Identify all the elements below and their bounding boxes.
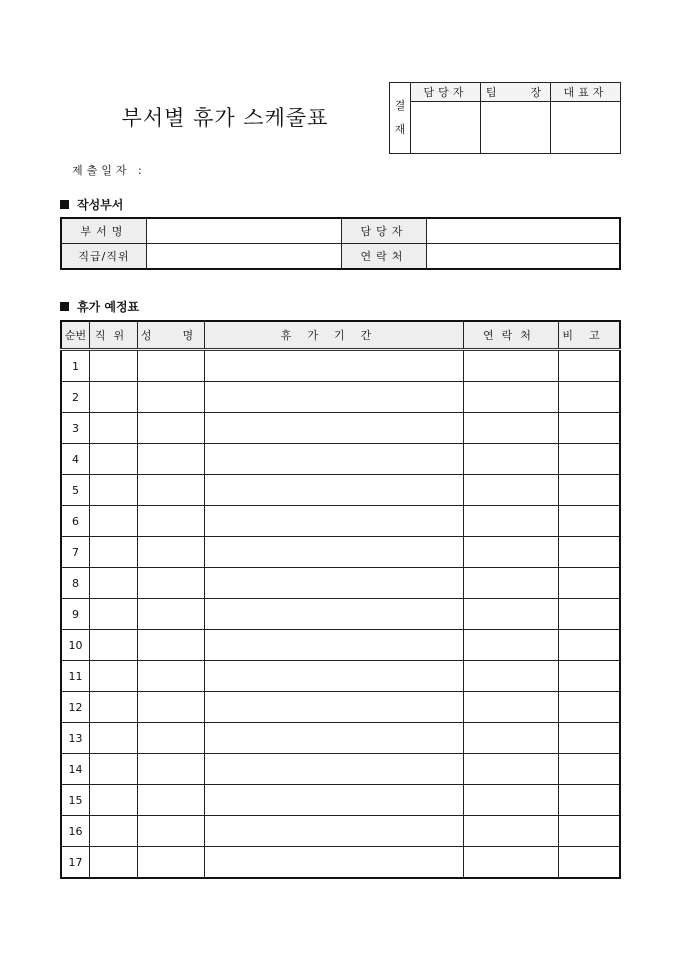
row-name[interactable] — [138, 661, 205, 692]
row-contact[interactable] — [464, 630, 559, 661]
dept-name-label: 부서명 — [61, 218, 147, 244]
table-row — [61, 350, 620, 382]
row-position[interactable] — [90, 568, 138, 599]
row-position[interactable] — [90, 723, 138, 754]
row-number: 15 — [61, 785, 90, 816]
row-position[interactable] — [90, 661, 138, 692]
col-header-number: 순번 — [61, 321, 90, 350]
row-contact[interactable] — [464, 723, 559, 754]
approval-col-manager: 담당자 — [411, 83, 481, 102]
row-number: 5 — [61, 475, 90, 506]
row-contact[interactable] — [464, 382, 559, 413]
row-number: 8 — [61, 568, 90, 599]
row-name[interactable] — [138, 568, 205, 599]
row-period[interactable] — [205, 723, 464, 754]
table-row — [61, 847, 620, 879]
row-name[interactable] — [138, 382, 205, 413]
rank-label: 직급/직위 — [61, 244, 147, 270]
row-number: 12 — [61, 692, 90, 723]
submit-date-label: 제출일자 : — [72, 164, 146, 177]
row-contact[interactable] — [464, 475, 559, 506]
dept-name-field[interactable] — [147, 218, 342, 244]
row-position[interactable] — [90, 475, 138, 506]
row-period[interactable] — [205, 444, 464, 475]
schedule-body — [61, 350, 620, 879]
row-period[interactable] — [205, 382, 464, 413]
row-name[interactable] — [138, 350, 205, 382]
row-note[interactable] — [559, 444, 621, 475]
row-period[interactable] — [205, 350, 464, 382]
row-period[interactable] — [205, 568, 464, 599]
row-period[interactable] — [205, 816, 464, 847]
table-row — [61, 444, 620, 475]
row-number: 17 — [61, 847, 90, 879]
row-note[interactable] — [559, 785, 621, 816]
section-heading-schedule — [60, 298, 139, 315]
row-name[interactable] — [138, 444, 205, 475]
row-contact[interactable] — [464, 350, 559, 382]
row-number: 14 — [61, 754, 90, 785]
row-name[interactable] — [138, 413, 205, 444]
approval-side-label — [390, 83, 411, 154]
row-name[interactable] — [138, 816, 205, 847]
row-name[interactable] — [138, 475, 205, 506]
row-period[interactable] — [205, 475, 464, 506]
row-position[interactable] — [90, 413, 138, 444]
row-note[interactable] — [559, 475, 621, 506]
row-number: 16 — [61, 816, 90, 847]
page-title: 부서별 휴가 스케줄표 — [121, 106, 329, 130]
row-note[interactable] — [559, 661, 621, 692]
row-position[interactable] — [90, 816, 138, 847]
approval-seal-ceo[interactable] — [551, 102, 621, 154]
row-contact[interactable] — [464, 847, 559, 879]
contact-label: 연락처 — [342, 244, 427, 270]
table-row — [61, 382, 620, 413]
approval-seal-manager[interactable] — [411, 102, 481, 154]
square-bullet-icon — [60, 302, 69, 311]
row-period[interactable] — [205, 599, 464, 630]
row-position[interactable] — [90, 444, 138, 475]
row-note[interactable] — [559, 816, 621, 847]
row-name[interactable] — [138, 537, 205, 568]
row-name[interactable] — [138, 847, 205, 879]
row-period[interactable] — [205, 537, 464, 568]
table-row — [61, 413, 620, 444]
row-contact[interactable] — [464, 506, 559, 537]
row-name[interactable] — [138, 599, 205, 630]
row-period[interactable] — [205, 413, 464, 444]
table-row — [61, 630, 620, 661]
row-position[interactable] — [90, 382, 138, 413]
row-note[interactable] — [559, 847, 621, 879]
manager-label: 담당자 — [342, 218, 427, 244]
row-position[interactable] — [90, 350, 138, 382]
row-contact[interactable] — [464, 599, 559, 630]
row-note[interactable] — [559, 413, 621, 444]
dept-info-table — [60, 217, 621, 270]
row-position[interactable] — [90, 847, 138, 879]
row-name[interactable] — [138, 723, 205, 754]
row-name[interactable] — [138, 692, 205, 723]
section-heading-dept-text: 작성부서 — [77, 198, 124, 212]
row-period[interactable] — [205, 661, 464, 692]
table-row — [61, 754, 620, 785]
table-row — [61, 475, 620, 506]
approval-seal-team-lead[interactable] — [481, 102, 551, 154]
row-contact[interactable] — [464, 413, 559, 444]
col-header-note: 비고 — [559, 321, 621, 350]
row-contact[interactable] — [464, 444, 559, 475]
approval-col-team-lead: 팀 장 — [481, 83, 551, 102]
row-note[interactable] — [559, 506, 621, 537]
row-position[interactable] — [90, 537, 138, 568]
table-row — [61, 785, 620, 816]
row-contact[interactable] — [464, 537, 559, 568]
row-contact[interactable] — [464, 568, 559, 599]
row-position[interactable] — [90, 506, 138, 537]
row-period[interactable] — [205, 785, 464, 816]
contact-field[interactable] — [427, 244, 621, 270]
approval-side-top: 결 — [394, 98, 406, 112]
col-header-name: 성 명 — [138, 321, 205, 350]
row-note[interactable] — [559, 382, 621, 413]
row-period[interactable] — [205, 506, 464, 537]
row-period[interactable] — [205, 847, 464, 879]
table-row — [61, 692, 620, 723]
row-name[interactable] — [138, 785, 205, 816]
table-row — [61, 537, 620, 568]
rank-field[interactable] — [147, 244, 342, 270]
row-position[interactable] — [90, 754, 138, 785]
row-contact[interactable] — [464, 661, 559, 692]
col-header-period: 휴가기간 — [205, 321, 464, 350]
row-position[interactable] — [90, 692, 138, 723]
row-number: 4 — [61, 444, 90, 475]
row-note[interactable] — [559, 568, 621, 599]
row-note[interactable] — [559, 599, 621, 630]
manager-field[interactable] — [427, 218, 621, 244]
row-position[interactable] — [90, 599, 138, 630]
table-row — [61, 661, 620, 692]
section-heading-schedule-text: 휴가 예정표 — [77, 300, 140, 314]
row-note[interactable] — [559, 537, 621, 568]
table-row — [61, 506, 620, 537]
row-note[interactable] — [559, 754, 621, 785]
row-note[interactable] — [559, 350, 621, 382]
row-contact[interactable] — [464, 785, 559, 816]
row-number: 9 — [61, 599, 90, 630]
table-row — [61, 599, 620, 630]
section-heading-dept — [60, 196, 123, 213]
row-number: 10 — [61, 630, 90, 661]
row-number: 13 — [61, 723, 90, 754]
row-number: 11 — [61, 661, 90, 692]
row-number: 6 — [61, 506, 90, 537]
row-note[interactable] — [559, 692, 621, 723]
table-row — [61, 816, 620, 847]
row-note[interactable] — [559, 630, 621, 661]
row-contact[interactable] — [464, 816, 559, 847]
vacation-schedule-table — [60, 320, 621, 879]
row-period[interactable] — [205, 754, 464, 785]
col-header-contact: 연락처 — [464, 321, 559, 350]
row-number: 2 — [61, 382, 90, 413]
row-number: 7 — [61, 537, 90, 568]
approval-side-bottom: 재 — [394, 123, 406, 136]
row-name[interactable] — [138, 630, 205, 661]
row-name[interactable] — [138, 754, 205, 785]
row-contact[interactable] — [464, 692, 559, 723]
table-row — [61, 723, 620, 754]
row-number: 1 — [61, 350, 90, 382]
row-number: 3 — [61, 413, 90, 444]
table-row — [61, 568, 620, 599]
row-contact[interactable] — [464, 754, 559, 785]
row-period[interactable] — [205, 692, 464, 723]
col-header-position: 직위 — [90, 321, 138, 350]
row-note[interactable] — [559, 723, 621, 754]
approval-col-ceo: 대표자 — [551, 83, 621, 102]
square-bullet-icon — [60, 200, 69, 209]
row-position[interactable] — [90, 630, 138, 661]
approval-box — [389, 82, 621, 154]
row-name[interactable] — [138, 506, 205, 537]
row-position[interactable] — [90, 785, 138, 816]
row-period[interactable] — [205, 630, 464, 661]
